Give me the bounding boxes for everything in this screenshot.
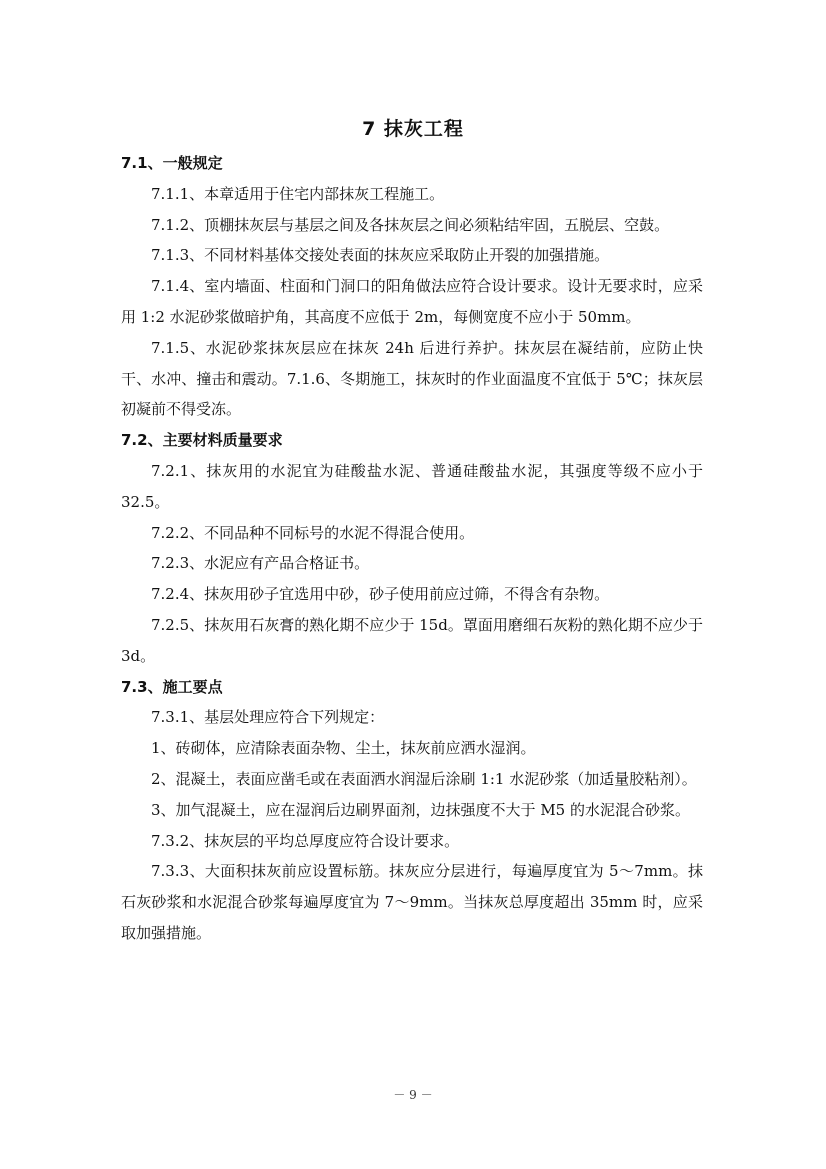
paragraph: 7.2.3、水泥应有产品合格证书。	[151, 554, 370, 573]
paragraph: 7.1.2、顶棚抹灰层与基层之间及各抹灰层之间必须粘结牢固，五脱层、空鼓。	[151, 215, 670, 234]
list-item: 3、加气混凝土，应在湿润后边刷界面剂，边抹强度不大于 M5 的水泥混合砂浆。	[151, 800, 690, 819]
paragraph: 7.1.4、室内墙面、柱面和门洞口的阳角做法应符合设计要求。设计无要求时，应采用 1:2 水泥砂浆做暗护角，其高度不应低于 2m，每侧宽度不应小于 50mm。	[121, 277, 703, 326]
paragraph: 7.3.1、基层处理应符合下列规定：	[151, 708, 385, 727]
list-item: 1、砖砌体，应清除表面杂物、尘土，抹灰前应洒水湿润。	[151, 739, 536, 758]
section-heading: 7.1、一般规定	[121, 154, 223, 172]
section-heading: 7.3、施工要点	[121, 677, 223, 696]
list-item: 2、混凝土，表面应凿毛或在表面洒水润湿后涂刷 1:1 水泥砂浆（加适量胶粘剂）。	[151, 769, 697, 788]
paragraph: 7.1.3、不同材料基体交接处表面的抹灰应采取防止开裂的加强措施。	[151, 246, 610, 265]
paragraph: 7.2.2、不同品种不同标号的水泥不得混合使用。	[151, 523, 475, 542]
paragraph: 7.1.1、本章适用于住宅内部抹灰工程施工。	[151, 184, 445, 203]
chapter-title: 7 抹灰工程	[362, 118, 464, 140]
paragraph: 7.2.4、抹灰用砂子宜选用中砂，砂子使用前应过筛，不得含有杂物。	[151, 585, 610, 604]
document-body	[121, 148, 703, 949]
paragraph: 7.1.5、水泥砂浆抹灰层应在抹灰 24h 后进行养护。抹灰层在凝结前，应防止快干、水冲、撞击和震动。7.1.6、冬期施工，抹灰时的作业面温度不宜低于 5℃；抹灰层初凝前不得受冻。	[121, 338, 703, 419]
paragraph: 7.3.2、抹灰层的平均总厚度应符合设计要求。	[151, 831, 460, 850]
paragraph: 7.2.1、抹灰用的水泥宜为硅酸盐水泥、普通硅酸盐水泥，其强度等级不应小于 32.5。	[121, 461, 703, 511]
paragraph: 7.3.3、大面积抹灰前应设置标筋。抹灰应分层进行，每遍厚度宜为 5～7mm。抹石灰砂浆和水泥混合砂浆每遍厚度宜为 7～9mm。当抹灰总厚度超出 35mm 时，应采取加强措施。	[121, 862, 703, 942]
paragraph: 7.2.5、抹灰用石灰膏的熟化期不应少于 15d。罩面用磨细石灰粉的熟化期不应少于 3d。	[121, 615, 703, 665]
section-heading: 7.2、主要材料质量要求	[121, 431, 283, 450]
page-number: － 9 －	[393, 1088, 433, 1102]
